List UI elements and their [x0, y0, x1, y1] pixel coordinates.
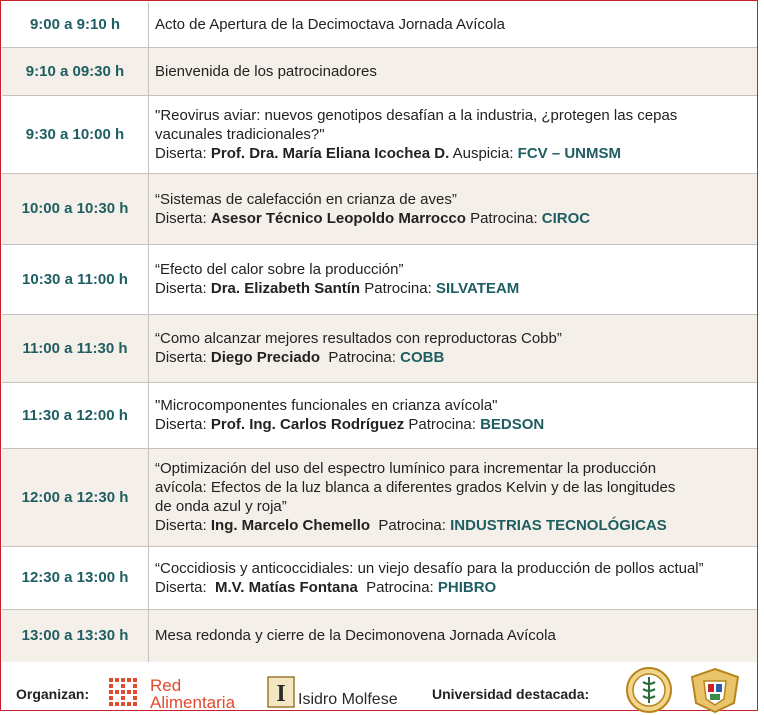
sponsor-label: Patrocina: — [465, 209, 542, 227]
session-time: 9:10 a 09:30 h — [2, 47, 149, 95]
session-time: 9:00 a 9:10 h — [2, 2, 149, 47]
speaker-line — [155, 279, 749, 298]
organizan-label: Organizan: — [16, 686, 90, 702]
speaker-line — [155, 348, 749, 367]
sponsor-label: Patrocina: — [320, 349, 401, 366]
session-time: 11:30 a 12:00 h — [2, 382, 149, 448]
speaker-name: Asesor Técnico Leopoldo Marrocco — [210, 209, 466, 227]
speaker-name: M.V. Matías Fontana — [215, 578, 358, 596]
session-time: 13:00 a 13:30 h — [2, 609, 149, 662]
schedule-row — [2, 448, 757, 546]
session-time: 10:00 a 10:30 h — [2, 173, 149, 244]
sponsor-name: COBB — [400, 349, 445, 366]
universidad-destacada-label: Universidad destacada: — [432, 686, 590, 702]
red-alimentaria-text-2: Alimentaria — [150, 693, 236, 712]
speaker-name: Prof. Ing. Carlos Rodríguez — [210, 416, 405, 433]
disertante-label: Diserta: — [155, 349, 211, 366]
session-title-line: “Coccidiosis y anticoccidiales: un viejo desafío para la producción de pollos actual” — [155, 559, 704, 577]
sponsor-label: Patrocina: — [370, 517, 451, 534]
speaker-line — [155, 516, 749, 535]
speaker-line — [155, 578, 749, 597]
disertante-label: Diserta: — [155, 578, 216, 596]
unmsm-university-seal-icon — [686, 667, 744, 713]
session-title-line: “Como alcanzar mejores resultados con reproductoras Cobb” — [155, 330, 562, 347]
isidro-molfese-logo-icon — [267, 676, 295, 708]
disertante-label: Diserta: — [155, 280, 211, 297]
session-title-line: "Microcomponentes funcionales en crianza avícola" — [155, 397, 498, 414]
sponsor-name: FCV – UNMSM — [517, 144, 621, 162]
session-time: 12:30 a 13:00 h — [2, 546, 149, 609]
schedule-row — [2, 609, 757, 662]
session-title-line: vacunales tradicionales?" — [155, 125, 325, 143]
schedule-row — [2, 2, 757, 47]
session-description — [149, 2, 758, 47]
footer-organizers — [2, 662, 757, 710]
speaker-line — [155, 415, 749, 434]
session-title-line: “Efecto del calor sobre la producción” — [155, 261, 404, 278]
schedule-table — [2, 2, 757, 663]
isidro-molfese-text: Isidro Molfese — [298, 691, 398, 708]
sponsor-name: BEDSON — [480, 416, 545, 433]
speaker-name: Dra. Elizabeth Santín — [210, 280, 361, 297]
session-description — [149, 546, 758, 609]
session-title-line: “Optimización del uso del espectro lumínico para incrementar la producción — [155, 460, 657, 477]
disertante-label: Diserta: — [155, 209, 211, 227]
sponsor-name: CIROC — [541, 209, 591, 227]
sponsor-name: SILVATEAM — [435, 280, 520, 297]
speaker-line — [155, 209, 749, 228]
session-description — [149, 95, 758, 173]
session-title-line: avícola: Efectos de la luz blanca a diferentes grados Kelvin y de las longitudes — [155, 479, 676, 496]
session-description — [149, 173, 758, 244]
session-description — [149, 448, 758, 546]
session-description — [149, 609, 758, 662]
session-time: 12:00 a 12:30 h — [2, 448, 149, 546]
isidro-molfese-initial: I — [276, 681, 286, 707]
session-title-line: Bienvenida de los patrocinadores — [155, 62, 377, 80]
sponsor-name: PHIBRO — [437, 578, 497, 596]
session-time: 9:30 a 10:00 h — [2, 95, 149, 173]
session-description — [149, 244, 758, 314]
session-title-line: "Reovirus aviar: nuevos genotipos desafían a la industria, ¿protegen las cepas — [155, 106, 678, 124]
schedule-row — [2, 47, 757, 95]
session-title-line: Acto de Apertura de la Decimoctava Jornada Avícola — [155, 15, 505, 33]
session-time: 10:30 a 11:00 h — [2, 244, 149, 314]
session-description — [149, 314, 758, 382]
sponsor-label: Patrocina: — [357, 578, 438, 596]
session-description — [149, 47, 758, 95]
speaker-name: Diego Preciado — [210, 349, 321, 366]
session-description — [149, 382, 758, 448]
session-title-line: de onda azul y roja” — [155, 498, 287, 515]
schedule-row — [2, 382, 757, 448]
sponsor-name: INDUSTRIAS TECNOLÓGICAS — [450, 517, 667, 534]
schedule-row — [2, 244, 757, 314]
disertante-label: Diserta: — [155, 416, 211, 433]
red-alimentaria-text-1: Red — [150, 676, 182, 695]
sponsor-label: Auspicia: — [449, 144, 518, 162]
schedule-row — [2, 314, 757, 382]
schedule-row — [2, 546, 757, 609]
disertante-label: Diserta: — [155, 144, 211, 162]
sponsor-label: Patrocina: — [360, 280, 436, 297]
session-title-line: Mesa redonda y cierre de la Decimonovena Jornada Avícola — [155, 627, 556, 644]
session-title-line: “Sistemas de calefacción en crianza de aves” — [155, 190, 457, 208]
session-time: 11:00 a 11:30 h — [2, 314, 149, 382]
medicina-veterinaria-seal-icon — [620, 667, 678, 713]
speaker-name: Prof. Dra. María Eliana Icochea D. — [210, 144, 450, 162]
schedule-row — [2, 95, 757, 173]
sponsor-label: Patrocina: — [404, 416, 481, 433]
red-alimentaria-logo-icon — [109, 678, 139, 708]
disertante-label: Diserta: — [155, 517, 211, 534]
speaker-line — [155, 144, 749, 163]
schedule-row — [2, 173, 757, 244]
speaker-name: Ing. Marcelo Chemello — [210, 517, 371, 534]
